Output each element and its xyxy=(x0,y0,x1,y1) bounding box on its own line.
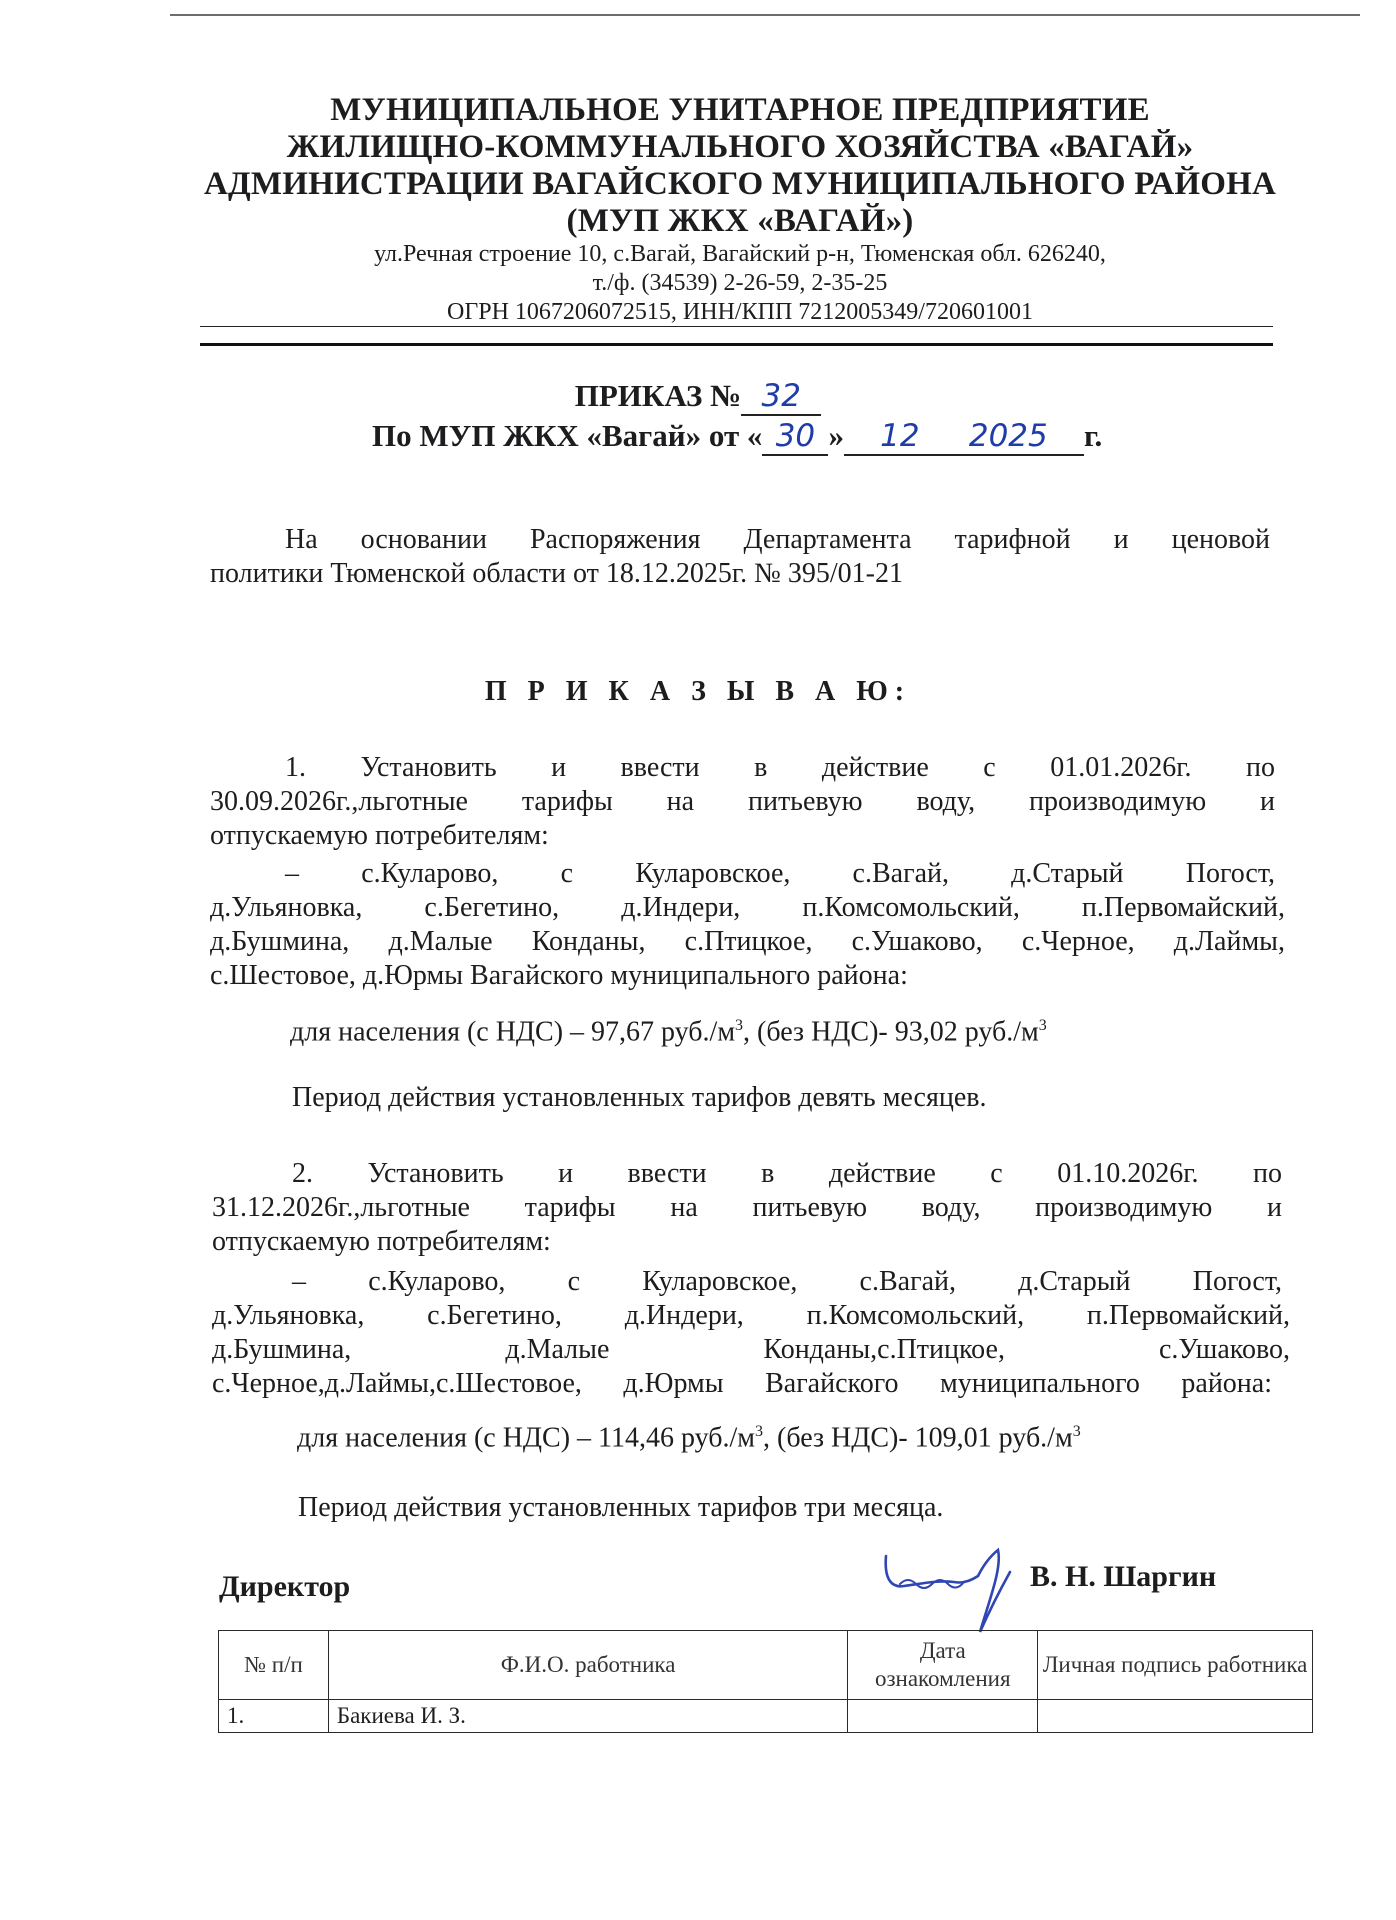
col-header-signature: Личная подпись работника xyxy=(1038,1631,1313,1700)
table-row xyxy=(219,1700,1313,1733)
header-divider-thin xyxy=(200,326,1273,327)
item1-tariff-without-vat: , (без НДС)- 93,02 руб./м xyxy=(743,1016,1039,1048)
director-signature xyxy=(880,1528,1030,1638)
item2-localities: д.Ульяновка, с.Бегетино, д.Индери, п.Комсомольский, п.Первомайский, xyxy=(212,1300,1290,1331)
order-day-handwritten: 30 xyxy=(762,418,828,456)
unit-superscript: 3 xyxy=(735,1017,744,1034)
org-phone: т./ф. (34539) 2-26-59, 2-35-25 xyxy=(592,270,888,296)
item1-line: 30.09.2026г.,льготные тарифы на питьевую воду, производимую и xyxy=(210,786,1275,817)
item1-localities: с.Шестовое, д.Юрмы Вагайского муниципального района: xyxy=(210,960,908,991)
cell-signature xyxy=(1038,1700,1313,1733)
item1-localities: д.Ульяновка, с.Бегетино, д.Индери, п.Комсомольский, п.Первомайский, xyxy=(210,892,1285,923)
signer-position: Директор xyxy=(219,1570,351,1603)
item2-localities: д.Бушмина, д.Малые Конданы,с.Птицкое, с.Ушаково, xyxy=(212,1334,1290,1365)
command-heading: П Р И К А З Ы В А Ю: xyxy=(484,676,912,707)
order-month: 12 xyxy=(880,418,920,454)
order-number-handwritten: 32 xyxy=(741,378,821,416)
item2-tariff-without-vat: , (без НДС)- 109,01 руб./м xyxy=(763,1422,1073,1454)
signer-name: В. Н. Шаргин xyxy=(1030,1560,1217,1593)
scan-edge-line xyxy=(170,14,1360,16)
org-name-line: МУНИЦИПАЛЬНОЕ УНИТАРНОЕ ПРЕДПРИЯТИЕ xyxy=(330,92,1150,128)
item1-period: Период действия установленных тарифов девять месяцев. xyxy=(292,1082,987,1113)
item2-line: 2. Установить и ввести в действие с 01.10.2026г. по xyxy=(292,1158,1282,1189)
item1-localities: – с.Куларово, с Куларовское, с.Вагай, д.Старый Погост, xyxy=(285,858,1275,889)
order-title-prefix: ПРИКАЗ № xyxy=(574,378,742,413)
org-short-name: (МУП ЖКХ «ВАГАЙ») xyxy=(566,203,914,239)
order-year: 2025 xyxy=(968,418,1048,454)
order-month-year-handwritten xyxy=(844,418,1084,456)
item2-tariff xyxy=(297,1416,1297,1454)
item1-localities: д.Бушмина, д.Малые Конданы, с.Птицкое, с.Ушаково, с.Черное, д.Лаймы, xyxy=(210,926,1285,957)
item1-line: 1. Установить и ввести в действие с 01.01.2026г. по xyxy=(285,752,1275,783)
org-name-line: АДМИНИСТРАЦИИ ВАГАЙСКОГО МУНИЦИПАЛЬНОГО РАЙОНА xyxy=(203,166,1277,202)
basis-line-2: политики Тюменской области от 18.12.2025г. № 395/01-21 xyxy=(210,558,903,589)
header-divider-thick xyxy=(200,343,1273,346)
order-title xyxy=(0,378,1396,416)
item2-line: отпускаемую потребителям: xyxy=(212,1226,551,1257)
cell-ack-date xyxy=(848,1700,1038,1733)
org-name-line: ЖИЛИЩНО-КОММУНАЛЬНОГО ХОЗЯЙСТВА «ВАГАЙ» xyxy=(286,129,1194,165)
item1-tariff xyxy=(290,1010,1290,1048)
acknowledgement-table xyxy=(218,1630,1313,1733)
item2-line: 31.12.2026г.,льготные тарифы на питьевую воду, производимую и xyxy=(212,1192,1282,1223)
order-date-line xyxy=(372,418,1102,456)
org-address: ул.Речная строение 10, с.Вагай, Вагайский р-н, Тюменская обл. 626240, xyxy=(374,241,1106,267)
letterhead xyxy=(200,92,1280,327)
table-header-row xyxy=(219,1631,1313,1700)
item2-localities: с.Черное,д.Лаймы,с.Шестовое, д.Юрмы Вагайского муниципального района: xyxy=(212,1368,1272,1399)
unit-superscript: 3 xyxy=(755,1423,763,1440)
basis-line-1: На основании Распоряжения Департамента тарифной и ценовой xyxy=(285,524,1270,555)
item1-line: отпускаемую потребителям: xyxy=(210,820,549,851)
item2-period: Период действия установленных тарифов три месяца. xyxy=(298,1492,944,1523)
col-header-employee-name: Ф.И.О. работника xyxy=(328,1631,847,1700)
item2-localities: – с.Куларово, с Куларовское, с.Вагай, д.Старый Погост, xyxy=(292,1266,1282,1297)
item2-tariff-with-vat: для населения (с НДС) – 114,46 руб./м xyxy=(297,1422,755,1454)
unit-superscript: 3 xyxy=(1038,1017,1047,1034)
cell-number: 1. xyxy=(219,1700,329,1733)
order-date-suffix: г. xyxy=(1083,418,1103,453)
col-header-ack-date: Дата ознакомления xyxy=(848,1631,1038,1700)
cell-employee-name: Бакиева И. З. xyxy=(328,1700,847,1733)
unit-superscript: 3 xyxy=(1072,1423,1081,1440)
org-registration-ids: ОГРН 1067206072515, ИНН/КПП 7212005349/720601001 xyxy=(447,299,1033,325)
col-header-number: № п/п xyxy=(219,1631,329,1700)
order-date-quote: » xyxy=(828,418,844,453)
order-date-prefix: По МУП ЖКХ «Вагай» от « xyxy=(372,418,763,453)
item1-tariff-with-vat: для населения (с НДС) – 97,67 руб./м xyxy=(290,1016,736,1048)
